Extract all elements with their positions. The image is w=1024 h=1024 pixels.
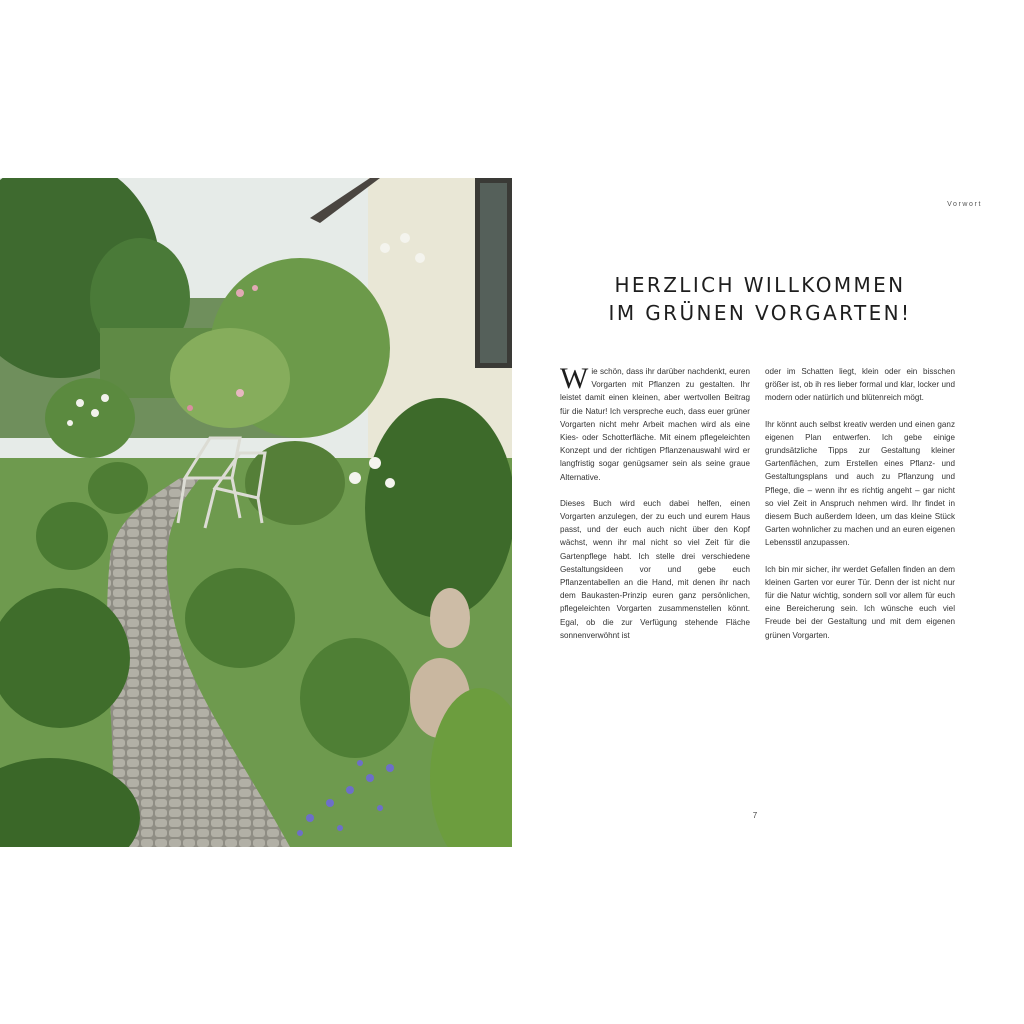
text-column-left (560, 362, 750, 655)
paragraph: Dieses Buch wird euch dabei helfen, einen Vorgarten anzulegen, der zu euch und eurem Haus passt, und der euch auch nicht über den Kopf wächst, wenn ihr mal nicht so viel Zeit für die Gartenpflege habt. Ich stelle drei verschiedene Gestaltungsideen vor und gebe euch Pflanzentabellen an die Hand, mit denen ihr nach dem Baukasten-Prinzip euren ganz persönlichen, pflegeleichten Vorgarten zusammenstellen könnt. Egal, ob die zur Verfügung stehende Fläche sonnenverwöhnt ist (560, 498, 750, 640)
paragraph: Ich bin mir sicher, ihr werdet Gefallen finden an dem kleinen Garten vor eurer Tür. Denn der ist nicht nur für die Natur wichtig, sondern soll vor allem für euch eine Bereicherung sein. Ich wünsche euch viel Freude bei der Gestaltung und mit dem eigenen grünen Vorgarten. (765, 564, 955, 640)
paragraph-text: ie schön, dass ihr darüber nachdenkt, euren Vorgarten mit Pflanzen zu gestalten. Ihr leistet damit einen kleinen, aber wertvollen Beitrag für die Natur! Ich verspreche euch, dass euer grüner Vorgarten nicht mehr Arbeit machen wird als eine Kies- oder Schotterfläche. Mit einem pflegeleichten Konzept und der richtigen Pflanzenauswahl wird er langfristig sogar genügsamer sein als seine graue Alternative. (560, 367, 750, 482)
paragraph: Ihr könnt auch selbst kreativ werden und einen ganz eigenen Plan entwerfen. Ich gebe einige grundsätzliche Tipps zur Gestaltung kleiner Gartenflächen, zum Erstellen eines Pflanz- und Gestaltungsplans und auch zu Pflanzung und Pflege, die – wenn ihr es richtig angeht – gar nicht so viel Zeit in Anspruch nehmen wird. Ihr findet in diesem Buch außerdem Ideen, um das kleine Stück Garten wohnlicher zu machen und an euren eigenen Lebensstil anzupassen. (765, 419, 955, 548)
paragraph: oder im Schatten liegt, klein oder ein bisschen größer ist, ob ih res lieber formal und klar, locker und modern oder natürlich und blütenreich mögt. (765, 367, 955, 403)
page-title (560, 271, 960, 327)
paragraph (560, 362, 750, 484)
text-column-right (765, 365, 955, 655)
garden-photo (0, 178, 512, 847)
title-line-1: HERZLICH WILLKOMMEN (614, 273, 906, 297)
title-line-2: IM GRÜNEN VORGARTEN! (608, 301, 912, 325)
drop-cap: W (560, 362, 589, 395)
page-number: 7 (752, 811, 758, 820)
garden-photo-illustration (0, 178, 512, 847)
running-head: Vorwort (947, 201, 982, 208)
